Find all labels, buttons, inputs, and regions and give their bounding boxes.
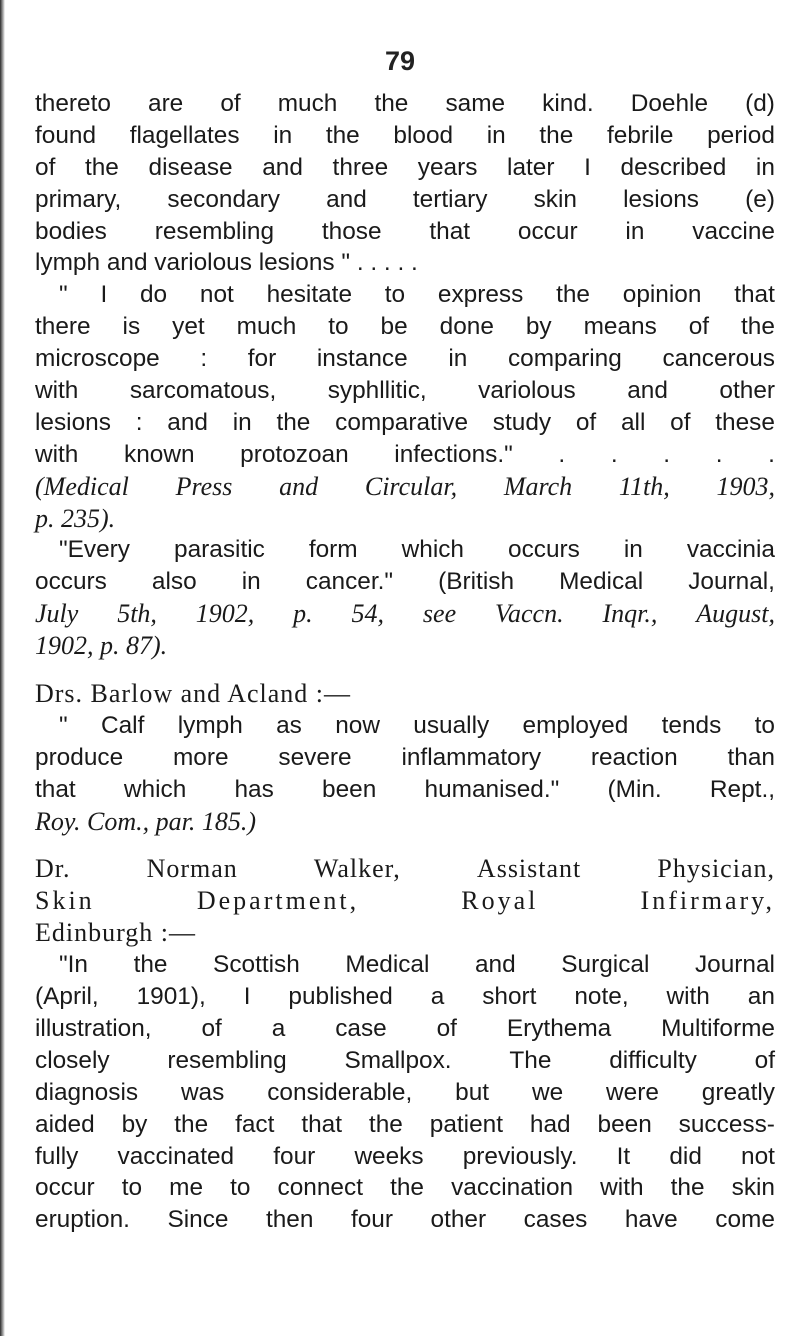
text-line: that which has been humanised." (Min. Rept., <box>35 775 775 803</box>
text-line: Drs. Barlow and Acland :— <box>35 679 352 709</box>
text-line: bodies resembling those that occur in vaccine <box>35 217 775 245</box>
text-line: of the disease and three years later I described in <box>35 153 775 181</box>
text-line: (Medical Press and Circular, March 11th, 1903, <box>35 471 775 501</box>
text-line: illustration, of a case of Erythema Multiforme <box>35 1014 775 1042</box>
text-line: 1902, p. 87). <box>35 631 168 661</box>
text-line: " Calf lymph as now usually employed tends to <box>59 711 775 739</box>
text-line: thereto are of much the same kind. Doehle (d) <box>35 90 775 117</box>
text-line: lymph and variolous lesions " . . . . . <box>35 249 418 277</box>
text-line: "In the Scottish Medical and Surgical Journal <box>59 951 775 979</box>
text-line: "Every parasitic form which occurs in vaccinia <box>59 536 775 564</box>
text-line: found flagellates in the blood in the febrile period <box>35 121 775 149</box>
text-line: primary, secondary and tertiary skin lesions (e) <box>35 185 775 213</box>
text-line: occurs also in cancer." (British Medical Journal, <box>35 568 775 596</box>
page-number: 79 <box>384 46 416 76</box>
text-line: lesions : and in the comparative study of all of these <box>35 408 775 436</box>
paragraph-gap <box>35 662 775 678</box>
text-line: fully vaccinated four weeks previously. It did not <box>35 1142 775 1170</box>
text-line: diagnosis was considerable, but we were greatly <box>35 1078 775 1106</box>
text-line: produce more severe inflammatory reaction than <box>35 743 775 771</box>
text-line: there is yet much to be done by means of the <box>35 313 775 341</box>
text-line: with sarcomatous, syphllitic, variolous and other <box>35 377 775 405</box>
text-line: " I do not hesitate to express the opinion that <box>59 281 775 309</box>
text-line: closely resembling Smallpox. The difficulty of <box>35 1046 775 1074</box>
text-line: Edinburgh :— <box>35 918 197 948</box>
text-line: July 5th, 1902, p. 54, see Vaccn. Inqr., August, <box>35 599 775 629</box>
page-binding-edge <box>0 0 5 1336</box>
text-line: Roy. Com., par. 185.) <box>35 806 256 836</box>
paragraph-gap <box>35 837 775 853</box>
text-line: Dr. Norman Walker, Assistant Physician, <box>35 854 775 884</box>
text-line: occur to me to connect the vaccination with the skin <box>35 1174 775 1202</box>
text-line: microscope : for instance in comparing cancerous <box>35 345 775 373</box>
page-body <box>35 88 775 1236</box>
text-line: (April, 1901), I published a short note, with an <box>35 983 775 1011</box>
text-line: Skin Department, Royal Infirmary, <box>35 886 775 916</box>
text-line: eruption. Since then four other cases have come <box>35 1206 775 1234</box>
text-line: with known protozoan infections." . . . . . <box>35 440 775 468</box>
text-line: p. 235). <box>35 503 116 533</box>
text-line: aided by the fact that the patient had been success- <box>35 1110 775 1138</box>
